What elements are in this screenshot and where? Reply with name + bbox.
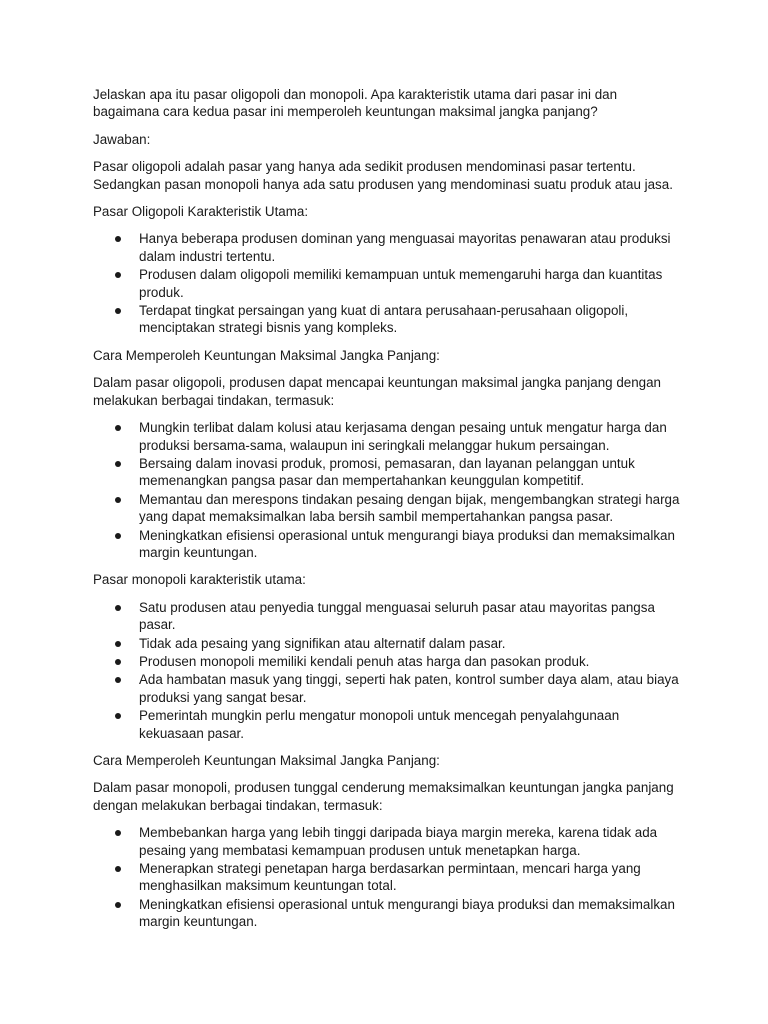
bullet-icon — [115, 308, 121, 314]
list-item — [93, 419, 683, 454]
bullet-icon — [115, 461, 121, 467]
bullet-icon — [115, 659, 121, 665]
bullet-icon — [115, 236, 121, 242]
list-item — [93, 302, 683, 337]
bullet-icon — [115, 830, 121, 836]
list-item-text: Produsen monopoli memiliki kendali penuh atas harga dan pasokan produk. — [139, 653, 590, 669]
list-item-text: Pemerintah mungkin perlu mengatur monopoli untuk mencegah penyalahgunaan kekuasaan pasar. — [139, 708, 620, 741]
bullet-icon — [115, 677, 121, 683]
oligopoli-profit-heading: Cara Memperoleh Keuntungan Maksimal Jangka Panjang: — [93, 347, 440, 363]
list-item-text: Ada hambatan masuk yang tinggi, seperti hak paten, kontrol sumber daya alam, atau biaya produksi yang sangat besar. — [139, 672, 679, 705]
list-item-text: Memantau dan merespons tindakan pesaing dengan bijak, mengembangkan strategi harga yang dapat memaksimalkan laba bersih sambil mempertahankan pangsa pasar. — [139, 491, 680, 525]
monopoli-profit-heading: Cara Memperoleh Keuntungan Maksimal Jangka Panjang: — [93, 753, 440, 768]
list-item — [93, 266, 683, 301]
monopoli-profit-list — [93, 824, 683, 930]
answer-label: Jawaban: — [93, 131, 151, 147]
list-item-text: Meningkatkan efisiensi operasional untuk mengurangi biaya produksi dan memaksimalkan margin keuntungan. — [139, 896, 675, 930]
document-page — [93, 86, 683, 941]
oligopoli-heading: Pasar Oligopoli Karakteristik Utama: — [93, 204, 309, 220]
monopoli-heading: Pasar monopoli karakteristik utama: — [93, 572, 306, 588]
monopoli-characteristics-list — [93, 599, 683, 742]
oligopoli-profit-intro: Dalam pasar oligopoli, produsen dapat mencapai keuntungan maksimal jangka panjang dengan melakukan berbagai tindakan, termasuk: — [93, 375, 661, 408]
list-item-text: Tidak ada pesaing yang signifikan atau alternatif dalam pasar. — [139, 635, 506, 651]
list-item — [93, 896, 683, 931]
list-item — [93, 455, 683, 490]
list-item — [93, 671, 683, 706]
intro-paragraph: Pasar oligopoli adalah pasar yang hanya ada sedikit produsen mendominasi pasar tertentu. Sedangkan pasan monopoli hanya ada satu produsen yang mendominasi suatu produk atau jasa. — [93, 159, 673, 192]
list-item — [93, 491, 683, 526]
bullet-icon — [115, 866, 121, 872]
list-item-text: Mungkin terlibat dalam kolusi atau kerjasama dengan pesaing untuk mengatur harga dan produksi bersama-sama, walaupun ini seringkali melanggar hukum persaingan. — [139, 420, 667, 453]
bullet-icon — [115, 533, 121, 539]
bullet-icon — [115, 425, 121, 431]
list-item — [93, 860, 683, 895]
oligopoli-profit-list — [93, 419, 683, 561]
bullet-icon — [115, 272, 121, 278]
list-item-text: Meningkatkan efisiensi operasional untuk mengurangi biaya produksi dan memaksimalkan margin keuntungan. — [139, 527, 675, 560]
bullet-icon — [115, 902, 121, 908]
list-item — [93, 707, 683, 742]
list-item — [93, 527, 683, 562]
list-item — [93, 824, 683, 859]
list-item-text: Bersaing dalam inovasi produk, promosi, pemasaran, dan layanan pelanggan untuk memenangkan pangsa pasar dan mempertahankan keunggulan kompetitif. — [139, 455, 635, 489]
oligopoli-characteristics-list — [93, 230, 683, 336]
list-item-text: Produsen dalam oligopoli memiliki kemampuan untuk memengaruhi harga dan kuantitas produk. — [139, 267, 663, 300]
list-item-text: Menerapkan strategi penetapan harga berdasarkan permintaan, mencari harga yang menghasilkan maksimum keuntungan total. — [139, 861, 641, 894]
bullet-icon — [115, 713, 121, 719]
bullet-icon — [115, 605, 121, 611]
monopoli-profit-intro: Dalam pasar monopoli, produsen tunggal cenderung memaksimalkan keuntungan jangka panjang dengan melakukan berbagai tindakan, termasuk: — [93, 780, 674, 813]
bullet-icon — [115, 641, 121, 647]
bullet-icon — [115, 497, 121, 503]
list-item-text: Terdapat tingkat persaingan yang kuat di antara perusahaan-perusahaan oligopoli, menciptakan strategi bisnis yang kompleks. — [139, 303, 629, 336]
list-item-text: Satu produsen atau penyedia tunggal menguasai seluruh pasar atau mayoritas pangsa pasar. — [139, 599, 655, 633]
list-item — [93, 635, 683, 652]
list-item — [93, 599, 683, 634]
list-item — [93, 230, 683, 265]
question-text: Jelaskan apa itu pasar oligopoli dan monopoli. Apa karakteristik utama dari pasar ini dan bagaimana cara kedua pasar ini memperoleh keuntungan maksimal jangka panjang? — [93, 87, 618, 120]
list-item-text: Hanya beberapa produsen dominan yang menguasai mayoritas penawaran atau produksi dalam industri tertentu. — [139, 231, 671, 264]
list-item — [93, 653, 683, 670]
list-item-text: Membebankan harga yang lebih tinggi daripada biaya margin mereka, karena tidak ada pesaing yang membatasi kemampuan produsen untuk menetapkan harga. — [139, 825, 658, 858]
